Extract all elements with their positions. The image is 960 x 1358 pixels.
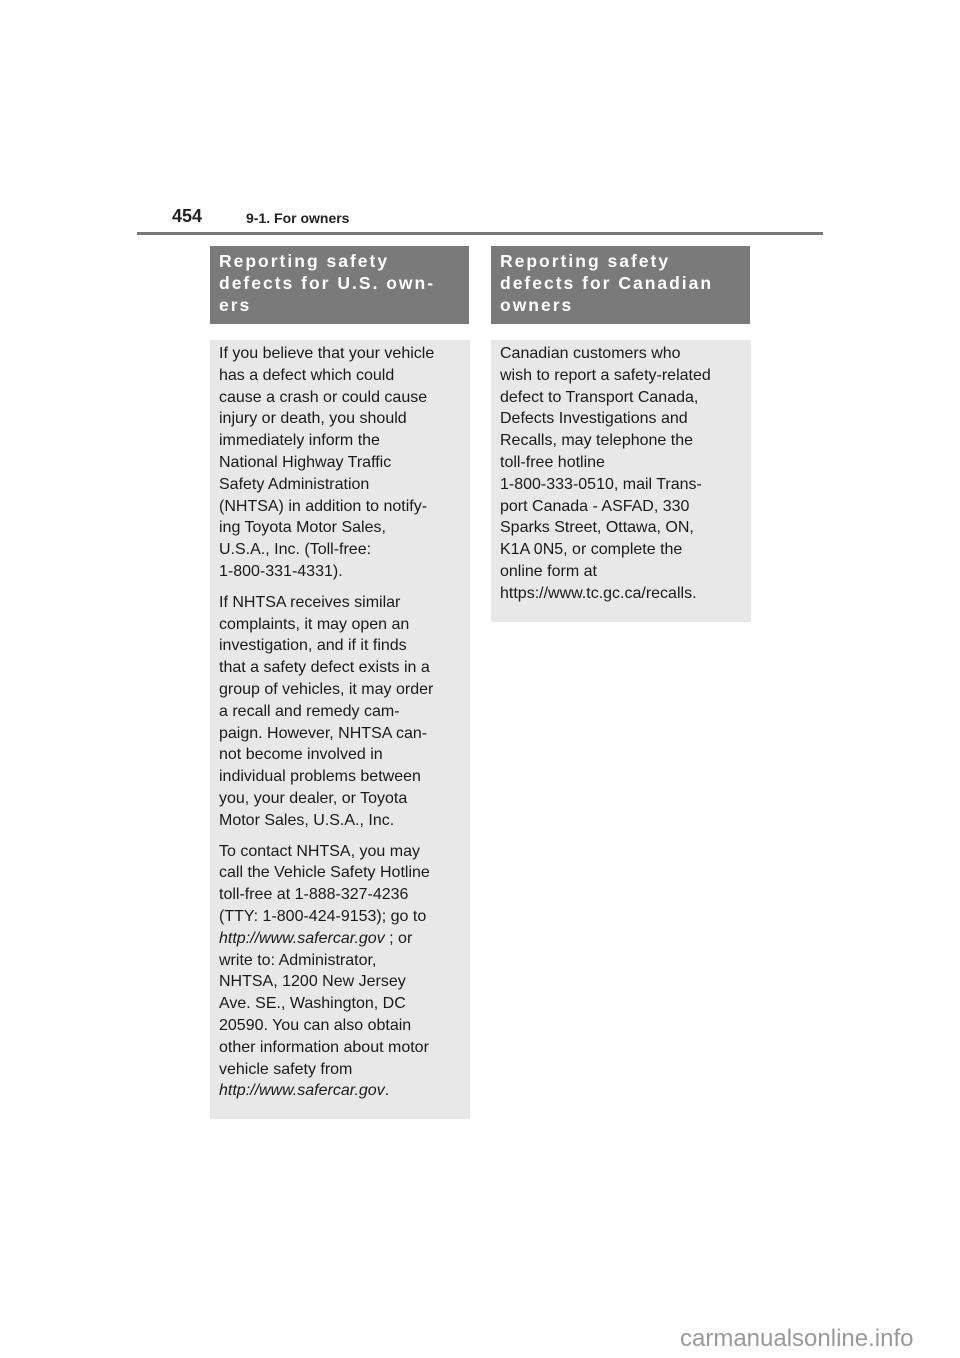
text-line <box>219 452 461 474</box>
text-line <box>219 408 461 430</box>
text-segment: ing Toyota Motor Sales, <box>219 519 386 537</box>
watermark: carmanualsonline.info <box>680 1325 914 1352</box>
text-line <box>500 365 742 387</box>
text-line <box>219 657 461 679</box>
text-segment: (NHTSA) in addition to notify- <box>219 497 428 515</box>
text-segment: Motor Sales, U.S.A., Inc. <box>219 811 395 829</box>
text-line <box>500 387 742 409</box>
text-segment: paign. However, NHTSA can- <box>219 724 428 742</box>
text-segment: To contact NHTSA, you may <box>219 842 420 860</box>
heading-line: ers <box>219 295 252 315</box>
text-segment: NHTSA, 1200 New Jersey <box>219 973 406 991</box>
safercar-link[interactable]: http://www.safercar.gov <box>219 929 385 947</box>
paragraph <box>219 841 461 1103</box>
text-line <box>219 723 461 745</box>
text-segment: that a safety defect exists in a <box>219 659 430 677</box>
text-line <box>500 517 742 539</box>
text-segment: . <box>384 1082 390 1100</box>
text-line <box>500 430 742 452</box>
text-segment: injury or death, you should <box>219 410 407 428</box>
text-segment: Ave. SE., Washington, DC <box>219 995 406 1013</box>
text-segment: 1-800-333-0510, mail Trans- <box>500 475 702 493</box>
text-line <box>219 884 461 906</box>
text-segment: group of vehicles, it may order <box>219 680 434 698</box>
text-line <box>219 1015 461 1037</box>
text-segment: vehicle safety from <box>219 1060 353 1078</box>
text-line <box>219 993 461 1015</box>
heading-line: Reporting safety <box>500 251 671 271</box>
text-line <box>219 387 461 409</box>
text-line <box>219 928 461 950</box>
text-segment: wish to report a safety-related <box>500 366 711 384</box>
text-line <box>219 950 461 972</box>
text-segment: U.S.A., Inc. (Toll-free: <box>219 541 372 559</box>
text-segment: port Canada - ASFAD, 330 <box>500 497 690 515</box>
us-section-body <box>210 340 470 1119</box>
text-line <box>219 810 461 832</box>
text-segment: toll-free at 1-888-327-4236 <box>219 886 409 904</box>
text-line <box>219 496 461 518</box>
text-segment: toll-free hotline <box>500 453 605 471</box>
us-section-heading <box>210 246 469 324</box>
text-line <box>219 744 461 766</box>
text-segment: Canadian customers who <box>500 345 681 362</box>
heading-line: owners <box>500 295 574 315</box>
text-segment: If NHTSA receives similar <box>219 593 401 611</box>
canada-section-heading <box>491 246 750 324</box>
text-segment: defect to Transport Canada, <box>500 388 699 406</box>
section-title: 9-1. For owners <box>246 210 350 226</box>
heading-line: Reporting safety <box>219 251 390 271</box>
paragraph <box>219 592 461 832</box>
text-line <box>219 474 461 496</box>
text-segment: https://www.tc.gc.ca/recalls. <box>500 584 697 602</box>
text-segment: Safety Administration <box>219 475 370 493</box>
text-segment: write to: Administrator, <box>219 951 377 969</box>
text-segment: individual problems between <box>219 768 421 786</box>
safercar-link[interactable]: http://www.safercar.gov <box>219 1082 385 1100</box>
text-line <box>219 971 461 993</box>
text-line <box>219 906 461 928</box>
text-line <box>219 539 461 561</box>
text-line <box>219 517 461 539</box>
page-number: 454 <box>172 206 203 226</box>
header-divider <box>137 232 823 235</box>
text-segment: immediately inform the <box>219 432 380 450</box>
text-line <box>219 1037 461 1059</box>
text-line <box>219 841 461 863</box>
text-line <box>500 561 742 583</box>
text-segment: a recall and remedy cam- <box>219 702 400 720</box>
text-line <box>219 701 461 723</box>
text-line <box>219 430 461 452</box>
text-line <box>219 592 461 614</box>
text-line <box>219 1059 461 1081</box>
text-line <box>500 408 742 430</box>
paragraph <box>500 343 742 605</box>
heading-line: defects for Canadian <box>500 273 714 293</box>
text-line <box>219 766 461 788</box>
text-line <box>219 635 461 657</box>
text-line <box>219 614 461 636</box>
text-segment: National Highway Traffic <box>219 453 392 471</box>
text-line <box>219 862 461 884</box>
text-line <box>500 539 742 561</box>
text-line <box>219 679 461 701</box>
text-segment: has a defect which could <box>219 366 395 384</box>
text-segment: (TTY: 1-800-424-9153); go to <box>219 907 427 925</box>
text-line <box>500 343 742 365</box>
heading-line: defects for U.S. own- <box>219 273 436 293</box>
text-segment: you, your dealer, or Toyota <box>219 789 408 807</box>
canada-section-body <box>491 340 751 622</box>
text-segment: online form at <box>500 562 597 580</box>
paragraph <box>219 343 461 583</box>
text-line <box>219 343 461 365</box>
text-segment: other information about motor <box>219 1038 429 1056</box>
text-line <box>219 365 461 387</box>
text-segment: Recalls, may telephone the <box>500 432 693 450</box>
text-segment: call the Vehicle Safety Hotline <box>219 864 430 882</box>
text-segment: Sparks Street, Ottawa, ON, <box>500 519 694 537</box>
text-segment: 20590. You can also obtain <box>219 1016 412 1034</box>
text-line <box>219 788 461 810</box>
text-line <box>219 561 461 583</box>
text-line <box>500 496 742 518</box>
text-line <box>500 452 742 474</box>
text-line <box>500 474 742 496</box>
text-segment: 1-800-331-4331). <box>219 562 343 580</box>
text-segment: ; or <box>384 929 413 947</box>
text-segment: If you believe that your vehicle <box>219 345 435 362</box>
text-segment: cause a crash or could cause <box>219 388 428 406</box>
text-segment: K1A 0N5, or complete the <box>500 541 683 559</box>
text-line <box>500 583 742 605</box>
text-line <box>219 1080 461 1102</box>
text-segment: Defects Investigations and <box>500 410 688 428</box>
text-segment: complaints, it may open an <box>219 615 410 633</box>
text-segment: investigation, and if it finds <box>219 637 407 655</box>
text-segment: not become involved in <box>219 746 383 764</box>
